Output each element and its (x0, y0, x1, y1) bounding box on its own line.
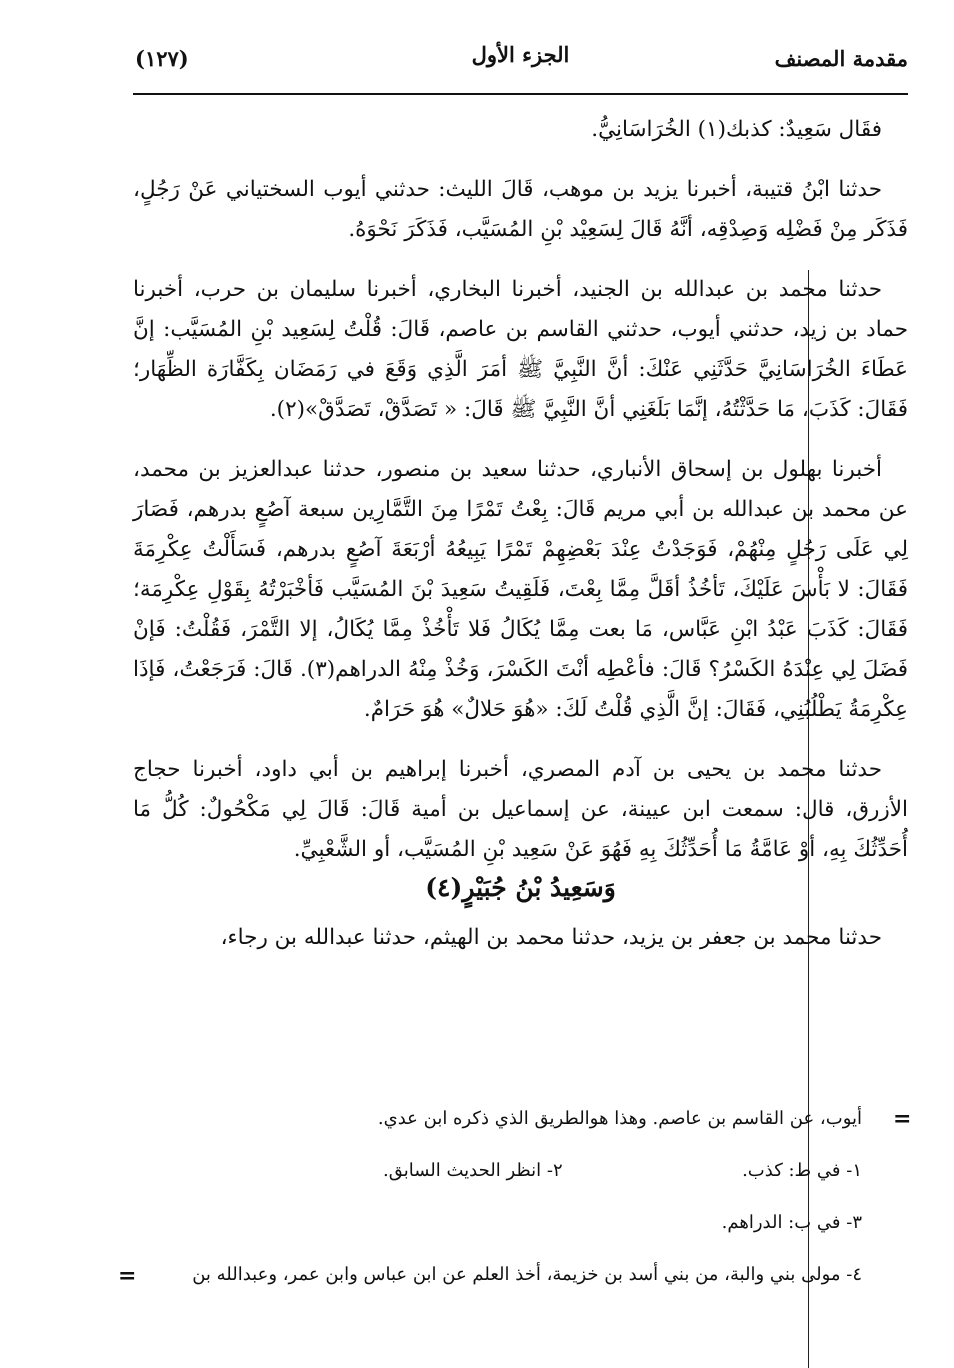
footnote-4: ٤- مولى بني والبة، من بني أسد بن خزيمة، أخذ العلم عن ابن عباس وابن عمر، وعبدالله بن (192, 1264, 862, 1285)
footnote-3: ٣- في ب: الدراهم. (721, 1212, 862, 1233)
page-header (133, 38, 908, 90)
paragraph-5: حدثنا محمد بن يحيى بن آدم المصري، أخبرنا إبراهيم بن أبي داود، أخبرنا حجاج الأزرق، قال: سمعت ابن عيينة، عن إسماعيل بن أمية قَالَ: قَالَ لِي مَكْحُولٌ: كُلُّ مَا أُحَدِّثُكَ بِهِ، أوْ عَامَّةُ مَا أُحَدِّثُكَ بِهِ فَهُوَ عَنْ سَعِيد بْنِ المُسَيَّب، أو الشَّعْبِيِّ. (133, 757, 908, 862)
paragraph-4: أخبرنا بهلول بن إسحاق الأنباري، حدثنا سعيد بن منصور، حدثنا عبدالعزيز بن محمد، عن محمد بن عبدالله بن أبي مريم قَالَ: بِعْتُ تَمْرًا مِنَ التَّمَّارِين سبعة آصُعٍ بدرهم، فَصَارَ لِي عَلَى رَجُلٍ مِنْهُمْ، فَوَجَدْتُ عِنْدَ بَعْضِهِمْ تَمْرًا يَبِيعُهُ أرْبَعَةَ آصُعٍ بدرهم، فَسَأَلْتُ عِكْرِمَةَ فَقَالَ: لا بَأْسَ عَلَيْكَ، تَأخُذُ أقَلَّ مِمَّا بِعْتَ، فَلَقِيتُ سَعِيدَ بْنَ المُسَيَّب فَأخْبَرْتُهُ بِقَوْلِ عِكْرِمَة؛ فَقَالَ: كَذَبَ عَبْدُ ابْنِ عَبَّاس، مَا بعت مِمَّا يُكَالُ فَلا تَأْخُذْ مِمَّا يُكَالُ، إلا التَّمْرَ، فَقُلْتُ: فَإنْ فَضَلَ لِي عِنْدَهُ الكَسْرُ؟ قَالَ: فأعْطِه أنْتَ الكَسْرَ، وَخُذْ مِنْهُ الدراهم(٣). قَالَ: فَرَجَعْتُ، فَإذَا عِكْرِمَةُ يَطْلُبُنِي، فَقَالَ: إنَّ الَّذِي قُلْتُ لَكَ: «هُوَ حَلالٌ» هُوَ حَرَامٌ. (133, 457, 908, 722)
footnote-continuation: أيوب، عن القاسم بن عاصم. وهذا هوالطريق الذي ذكره ابن عدي. (377, 1108, 862, 1129)
paragraph-3: حدثنا محمد بن عبدالله بن الجنيد، أخبرنا البخاري، أخبرنا سليمان بن حرب، أخبرنا حماد بن زيد، حدثني أيوب، حدثني القاسم بن عاصم، قَالَ: قُلْتُ لِسَعِيد بْنِ المُسَيَّب: إنَّ عَطَاءَ الخُرَاسَانِيَّ حَدَّثَنِي عَنْكَ: أنَّ النَّبِيَّ ﷺ أمَرَ الَّذِي وَقَعَ في رَمَضَان بِكَفَّارَة الظِّهَار؛ فَقَالَ: كَذَبَ، مَا حَدَّثْتُهُ، إنَّمَا بَلَغَنِي أنَّ النَّبِيَّ ﷺ قَالَ: « تَصَدَّقْ، تَصَدَّقْ»(٢). (133, 277, 908, 422)
volume-title: الجزء الأول (471, 42, 570, 67)
main-text (133, 110, 908, 978)
paragraph-6: حدثنا محمد بن جعفر بن يزيد، حدثنا محمد بن الهيثم، حدثنا عبدالله بن رجاء، (220, 925, 882, 950)
footnote-2: ٢- انظر الحديث السابق. (383, 1160, 563, 1181)
continuation-mark: = (893, 1106, 912, 1132)
footnotes (133, 1106, 908, 1288)
page-number: (١٢٧) (135, 46, 189, 71)
paragraph-2: حدثنا ابْنُ قتيبة، أخبرنا يزيد بن موهب، قَالَ الليث: حدثني أيوب السختياني عَنْ رَجُلٍ، فَذَكَر مِنْ فَضْلِه وَصِدْقِه، أنَّهُ قَالَ لِسَعِيْد بْنِ المُسَيَّب، فَذَكَرَ نَحْوَهُ. (133, 177, 908, 242)
section-heading: وَسَعِيدُ بْنُ جُبَيْرٍ(٤) (425, 873, 616, 902)
footnote-1: ١- في ط: كذب. (742, 1160, 862, 1181)
continues-mark: = (118, 1263, 137, 1289)
footnote-row-1 (133, 1158, 908, 1184)
paragraph-1: فقَال سَعِيدٌ: كذبك(١) الخُرَاسَانِيُّ. (591, 117, 882, 142)
header-rule (133, 93, 908, 95)
section-title: مقدمة المصنف (774, 46, 908, 71)
